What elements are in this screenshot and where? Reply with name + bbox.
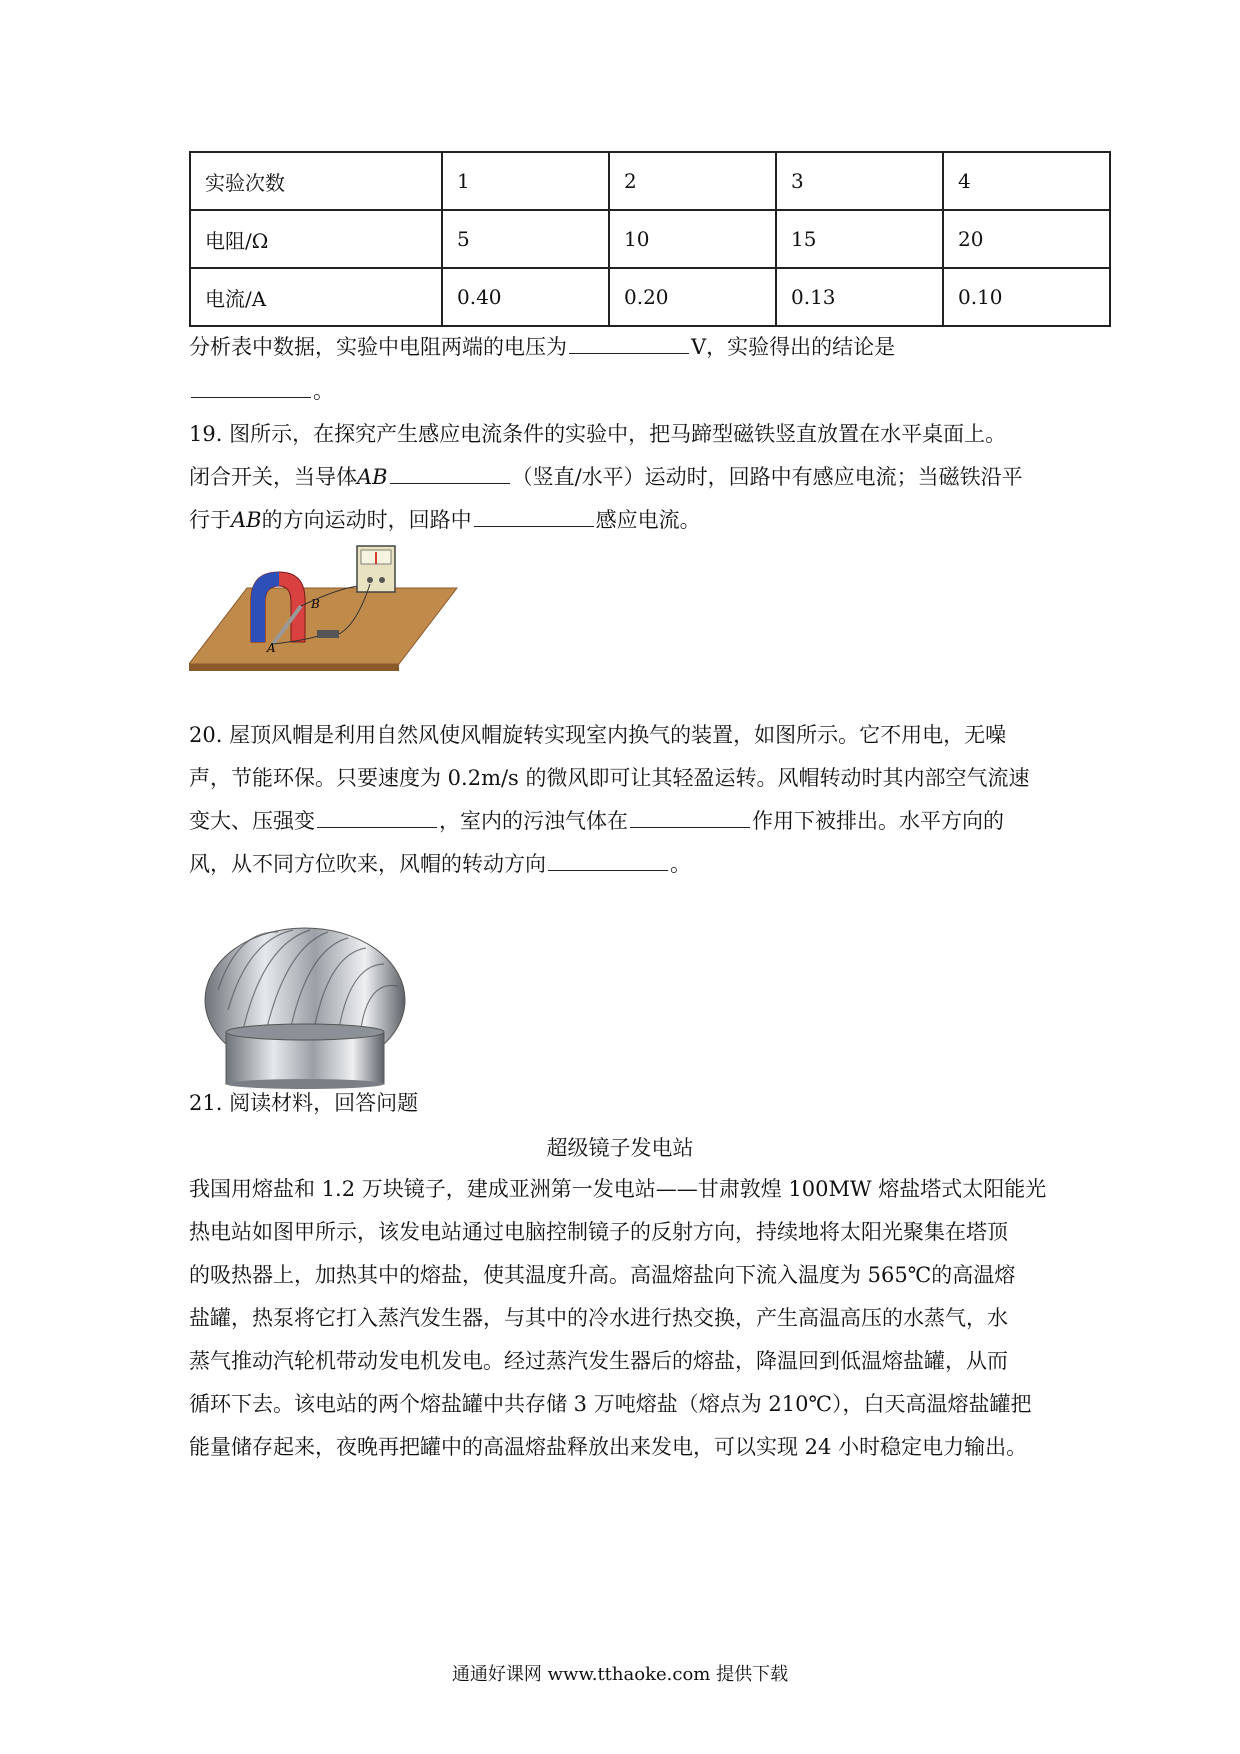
table-cell: 0.10	[943, 268, 1110, 326]
q20-line-3	[189, 806, 1004, 836]
table-cell: 10	[609, 210, 776, 268]
q19-text: （竖直/水平）运动时，回路中有感应电流；当磁铁沿平	[511, 465, 1023, 489]
article-line: 能量储存起来，夜晚再把罐中的高温熔盐释放出来发电，可以实现 24 小时稳定电力输出。	[189, 1435, 1028, 1459]
table-row	[190, 268, 1110, 326]
article-line: 循环下去。该电站的两个熔盐罐中共存储 3 万吨熔盐（熔点为 210℃），白天高温熔盐罐把	[189, 1392, 1032, 1416]
q19-text: 闭合开关，当导体	[189, 465, 357, 489]
table-cell: 5	[442, 210, 609, 268]
q18-text: 。	[313, 379, 334, 403]
q18-text: V，实验得出的结论是	[691, 335, 896, 359]
table-cell: 15	[776, 210, 943, 268]
table-cell: 0.13	[776, 268, 943, 326]
page-footer: 通通好课网 www.tthaoke.com 提供下载	[451, 1664, 789, 1685]
q19-text: 的方向运动时，回路中	[261, 508, 472, 532]
label-b: B	[311, 597, 320, 611]
answer-blank[interactable]	[569, 333, 689, 354]
q19-text: 感应电流。	[595, 508, 701, 532]
q19-line-2	[189, 462, 1023, 492]
table-cell: 0.20	[609, 268, 776, 326]
q18-line-1	[189, 332, 895, 362]
q20-line-2: 声，节能环保。只要速度为 0.2m/s 的微风即可让其轻盈运转。风帽转动时其内部空气流速	[189, 766, 1030, 790]
q20-text: ，室内的污浊气体在	[439, 809, 628, 833]
q21-heading: 21. 阅读材料，回答问题	[189, 1091, 419, 1115]
label-a: A	[267, 641, 276, 655]
q20-text: 变大、压强变	[189, 809, 315, 833]
answer-blank[interactable]	[548, 850, 668, 871]
answer-blank[interactable]	[630, 807, 750, 828]
q19-line-1: 19. 图所示，在探究产生感应电流条件的实验中，把马蹄型磁铁竖直放置在水平桌面上。	[189, 422, 1007, 446]
q19-line-3	[189, 505, 701, 535]
article-line: 的吸热器上，加热其中的熔盐，使其温度升高。高温熔盐向下流入温度为 565℃的高温熔	[189, 1263, 1016, 1287]
answer-blank[interactable]	[474, 506, 594, 527]
article-line: 蒸气推动汽轮机带动发电机发电。经过蒸汽发生器后的熔盐，降温回到低温熔盐罐，从而	[189, 1349, 1008, 1373]
table-cell: 0.40	[442, 268, 609, 326]
table-cell: 4	[943, 152, 1110, 210]
table-cell: 实验次数	[190, 152, 442, 210]
answer-blank[interactable]	[191, 377, 311, 398]
roof-ventilator-figure	[198, 920, 412, 1090]
q20-text: 作用下被排出。水平方向的	[752, 809, 1004, 833]
article-line: 盐罐，热泵将它打入蒸汽发生器，与其中的冷水进行热交换，产生高温高压的水蒸气，水	[189, 1306, 1008, 1330]
table-cell: 电阻/Ω	[190, 210, 442, 268]
answer-blank[interactable]	[390, 463, 510, 484]
article-title: 超级镜子发电站	[546, 1136, 694, 1160]
table-row	[190, 210, 1110, 268]
table-cell: 20	[943, 210, 1110, 268]
q18-line-2	[189, 376, 334, 406]
q19-text: AB	[357, 465, 388, 489]
q20-text: 。	[670, 852, 691, 876]
article-line: 我国用熔盐和 1.2 万块镜子，建成亚洲第一发电站——甘肃敦煌 100MW 熔盐塔式太阳能光	[189, 1177, 1047, 1201]
q19-text: AB	[231, 508, 262, 532]
table-cell: 电流/A	[190, 268, 442, 326]
table-row	[190, 152, 1110, 210]
answer-blank[interactable]	[317, 807, 437, 828]
q20-line-4	[189, 849, 691, 879]
q18-text: 分析表中数据，实验中电阻两端的电压为	[189, 335, 567, 359]
table-cell: 3	[776, 152, 943, 210]
table-cell: 2	[609, 152, 776, 210]
q20-text: 风，从不同方位吹来，风帽的转动方向	[189, 852, 546, 876]
article-line: 热电站如图甲所示，该发电站通过电脑控制镜子的反射方向，持续地将太阳光聚集在塔顶	[189, 1220, 1008, 1244]
switch-icon	[317, 630, 339, 638]
experiment-table	[189, 151, 1111, 327]
q19-text: 行于	[189, 508, 231, 532]
induction-experiment-figure	[189, 544, 459, 672]
table-cell: 1	[442, 152, 609, 210]
q20-line-1: 20. 屋顶风帽是利用自然风使风帽旋转实现室内换气的装置，如图所示。它不用电，无噪	[189, 723, 1007, 747]
